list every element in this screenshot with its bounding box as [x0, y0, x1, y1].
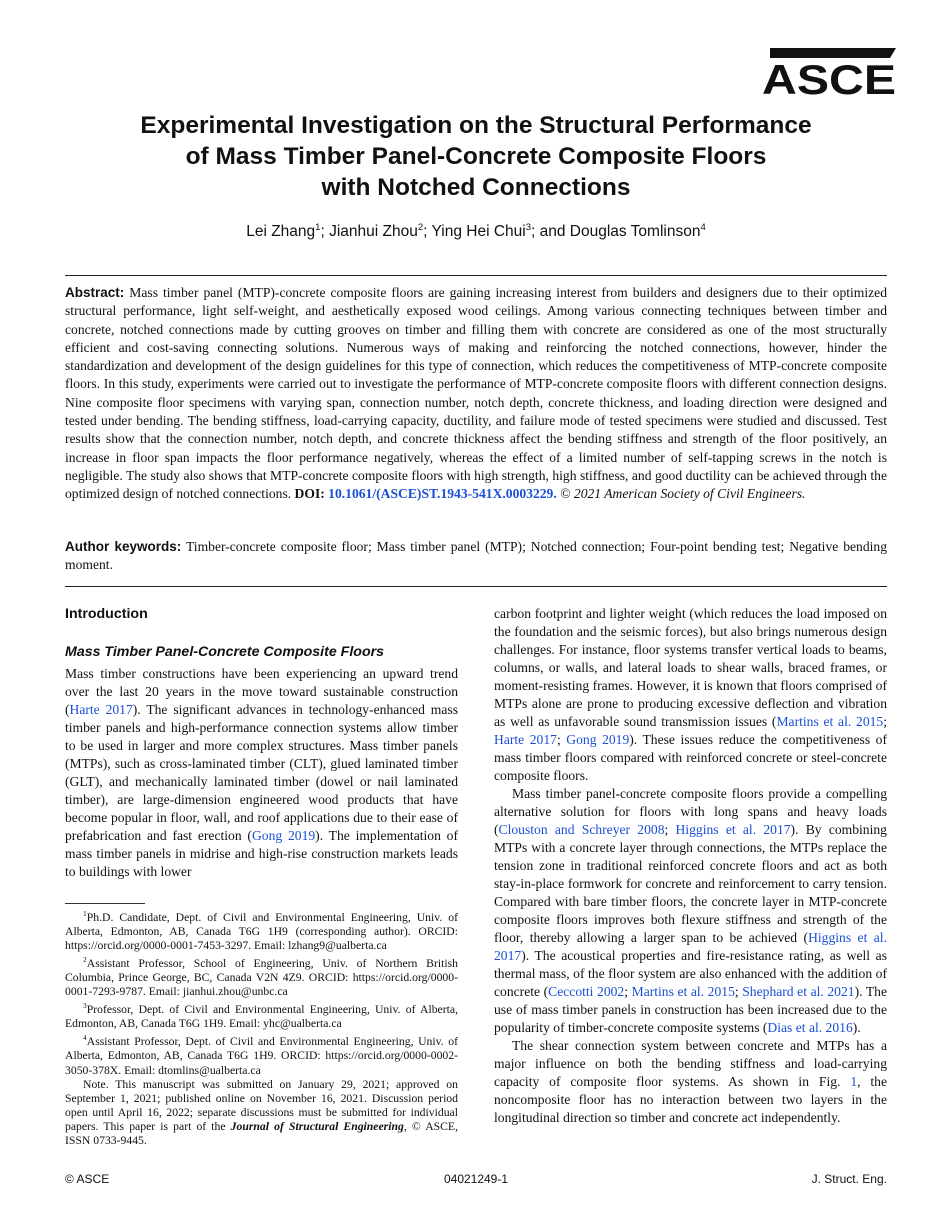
footnote [65, 1031, 458, 1077]
footnote [65, 907, 458, 953]
citation-link[interactable]: Harte 2017 [494, 732, 557, 747]
title-line: of Mass Timber Panel-Concrete Composite Floors [185, 143, 767, 170]
citation-link[interactable]: Martins et al. 2015 [776, 714, 884, 729]
paragraph-text: , the noncomposite floor has no interaction between two layers in the longitudinal direction so timber and concrete act independently. [494, 1074, 888, 1125]
paragraph-text: The shear connection system between concrete and MTPs has a major influence on both the bending stiffness and load-carrying capacity of composite floor systems. As shown in Fig. [494, 1038, 887, 1089]
paragraph-text: ; [734, 984, 743, 999]
author-name: Jianhui Zhou [329, 223, 418, 241]
abstract-label: Abstract: [65, 285, 125, 300]
footnote-rule [65, 903, 145, 904]
keywords-label: Author keywords: [65, 539, 182, 554]
footer-journal: J. Struct. Eng. [811, 1172, 887, 1186]
footnote [65, 999, 458, 1031]
note-text: Note. This manuscript was submitted on January 29, 2021; approved on September 1, 2021; published online on November 16, 2021. Discussion period open until April 16, 2022; separate discussions must be submitted for individual papers. This paper is part of the [65, 1077, 458, 1133]
paragraph-text: ; [664, 822, 676, 837]
footnotes [65, 907, 458, 1148]
paragraph-text: ). The significant advances in technology-enhanced mass timber panels and high-performance connection systems allow timber to be used in larger and more complex structures. Mass timber panels (MTPs), such as cross-laminated timber (CLT), glued laminated timber (GLT), and mechanically laminated timber (dowel or nail laminated timber), are large-dimension engineered wood products that have become popular in floor, wall, and roof applications due to their ease of prefabrication and fast erection ( [65, 702, 458, 843]
author-separator: ; and [531, 223, 570, 241]
citation-link[interactable]: Higgins et al. 2017 [675, 822, 791, 837]
paragraph-text: Mass timber panel-concrete composite floors provide a compelling alternative solution for floors with long spans and heavy loads ( [494, 786, 887, 837]
paragraph-text: ; [883, 714, 887, 729]
footer-article-number: 04021249-1 [443, 1172, 509, 1186]
citation-link[interactable]: Higgins et al. 2017 [494, 930, 887, 963]
right-column [494, 605, 887, 1127]
footnote-mark: 3 [83, 1001, 87, 1011]
paragraph-text: ). These issues reduce the competitiveness of mass timber floors compared with reinforced concrete or steel-concrete composite floors. [494, 732, 887, 783]
citation-link[interactable]: Martins et al. 2015 [631, 984, 735, 999]
citation-link[interactable]: Dias et al. 2016 [767, 1020, 853, 1035]
paragraph [494, 1037, 887, 1127]
section-heading-introduction: Introduction [65, 606, 148, 622]
paragraph-text: ). The use of mass timber panels in construction has been increased due to the popularity of timber-concrete composite systems ( [494, 984, 887, 1035]
author-name: Douglas Tomlinson [569, 223, 701, 241]
keywords-text: Timber-concrete composite floor; Mass timber panel (MTP); Notched connection; Four-point bending test; Negative bending moment. [65, 539, 887, 573]
author-separator: ; [423, 223, 432, 241]
author-affiliation-mark: 3 [525, 222, 531, 233]
paragraph-text: ). By combining MTPs with a concrete layer through connections, the MTPs replace the tension zone in traditional reinforced concrete floors and act as both stay-in-place formwork for concrete and reinforcement to carry tension. Compared with bare timber floors, the concrete layer in MTP-concrete composite floors improves both flexure stiffness and strength of the floor, thereby allowing a larger span to be achieved ( [494, 822, 887, 945]
paragraph [65, 665, 458, 881]
note-tail: , © ASCE, ISSN 0733-9445. [65, 1119, 458, 1147]
citation-link[interactable]: Gong 2019 [251, 828, 316, 843]
copyright: © 2021 American Society of Civil Engineers. [560, 486, 806, 502]
footnote-text: Assistant Professor, Dept. of Civil and Environmental Engineering, Univ. of Alberta, Edmonton, AB, Canada T6G 1H9. ORCID: https://orcid.org/0000-0002-3050-378X. Email: dtomlins@ualberta.ca [65, 1035, 458, 1077]
author-affiliation-mark: 4 [700, 222, 706, 233]
paragraph-text: ). The acoustical properties and fire-resistance rating, as well as thermal mass, of the floor system are also enhanced with the addition of concrete ( [494, 948, 887, 999]
paragraph-text: ; [624, 984, 632, 999]
author-separator: ; [320, 223, 330, 241]
page-footer [65, 1172, 887, 1190]
author-name: Ying Hei Chui [431, 223, 526, 241]
footnote-text: Ph.D. Candidate, Dept. of Civil and Environmental Engineering, Univ. of Alberta, Edmonton, AB, Canada T6G 1H9 (corresponding author). ORCID: https://orcid.org/0000-0001-7453-3297. Email: lzhang9@ualberta.ca [65, 910, 458, 953]
footnote-mark: 2 [83, 955, 87, 965]
footnote-mark: 1 [83, 909, 87, 918]
paragraph-text: Mass timber constructions have been experiencing an upward trend over the last 20 years in the move toward sustainable construction ( [65, 666, 458, 717]
paragraph-text: ). The implementation of mass timber panels in midrise and high-rise construction markets leads to buildings with lower [65, 828, 459, 879]
author-keywords [65, 538, 887, 575]
asce-logo-text: ASCE [762, 56, 896, 100]
citation-link[interactable]: Ceccotti 2002 [548, 984, 625, 999]
abstract [65, 284, 887, 504]
citation-link[interactable]: 1 [850, 1074, 858, 1089]
asce-logo [748, 44, 898, 100]
author-affiliation-mark: 1 [315, 222, 321, 233]
paragraph-text: ; [556, 732, 567, 747]
author-name: Lei Zhang [246, 223, 316, 241]
abstract-bottom-rule [65, 586, 887, 587]
paragraph [494, 605, 887, 785]
left-column [65, 605, 458, 881]
author-affiliation-mark: 2 [417, 222, 424, 233]
footnote [65, 953, 458, 999]
submission-note [65, 1078, 458, 1148]
paper-title [40, 110, 912, 203]
title-line: with Notched Connections [321, 174, 631, 201]
doi-label: DOI: [294, 486, 325, 502]
footer-copyright: © ASCE [65, 1172, 110, 1186]
paragraph [494, 785, 887, 1037]
title-line: Experimental Investigation on the Structural Performance [140, 112, 812, 139]
abstract-top-rule [65, 275, 887, 276]
subsection-heading: Mass Timber Panel-Concrete Composite Floors [65, 644, 385, 660]
paragraph-text: ). [852, 1020, 861, 1035]
doi-link[interactable]: 10.1061/(ASCE)ST.1943-541X.0003229. [328, 486, 557, 502]
abstract-text: Mass timber panel (MTP)-concrete composite floors are gaining increasing interest from builders and designers due to their optimized structural performance, light self-weight, and aesthetically exposed wood ceilings. Among various connecting techniques between timber and concrete, notched connections made by cutting grooves on timber and filling them with concrete are considered as one of the most structurally efficient and cost-saving connecting solutions. Numerous ways of making and reinforcing the notched connections, however, hinder the standardization and development of the design guidelines for this type of connection, which reduces the competitiveness of MTP-concrete composite floors. In this study, experiments were carried out to investigate the performance of MTP-concrete composite floors with different connection designs. Nine composite floor specimens with varying span, connection number, notch depth, concrete thickness, and loading direction were designed and tested under bending. The bending stiffness, load-carrying capacity, ductility, and failure mode of tested specimens were studied and discussed. Test results show that the connection number, notch depth, and concrete thickness affect the bending stiffness and strength of the floor positively, an increase in floor span impacts the floor performance negatively, whereas the effect of a limited number of self-tapping screws in the notch is negligible. The study also shows that MTP-concrete composite floors with high strength, high stiffness, and good ductility can be achieved through the optimized design of notched connections. [65, 285, 888, 502]
citation-link[interactable]: Gong 2019 [566, 732, 630, 747]
author-list [40, 222, 912, 241]
citation-link[interactable]: Clouston and Schreyer 2008 [498, 822, 665, 837]
footnote-text: Professor, Dept. of Civil and Environmental Engineering, Univ. of Alberta, Edmonton, AB, Canada T6G 1H9. Email: yhc@ualberta.ca [65, 1003, 458, 1031]
footnote-text: Assistant Professor, School of Engineering, Univ. of Northern British Columbia, Prince George, BC, Canada V2N 4Z9. ORCID: https://orcid.org/0000-0001-7293-9787. Email: jianhui.zhou@unbc.ca [65, 957, 458, 999]
paragraph-text: carbon footprint and lighter weight (which reduces the load imposed on the foundation and the seismic forces), but also brings numerous design challenges. For instance, floor systems transfer vertical loads to beams, columns, or walls, and lateral loads to shear walls, braced frames, or moment-resisting frames. However, it is known that floors comprised of MTPs alone are prone to producing excessive deflection and vibration as well as unfavorable sound transmission issues ( [494, 606, 887, 729]
footnote-mark: 4 [83, 1033, 87, 1043]
citation-link[interactable]: Shephard et al. 2021 [742, 984, 855, 999]
journal-name: Journal of Structural Engineering [230, 1119, 404, 1133]
citation-link[interactable]: Harte 2017 [69, 702, 133, 717]
